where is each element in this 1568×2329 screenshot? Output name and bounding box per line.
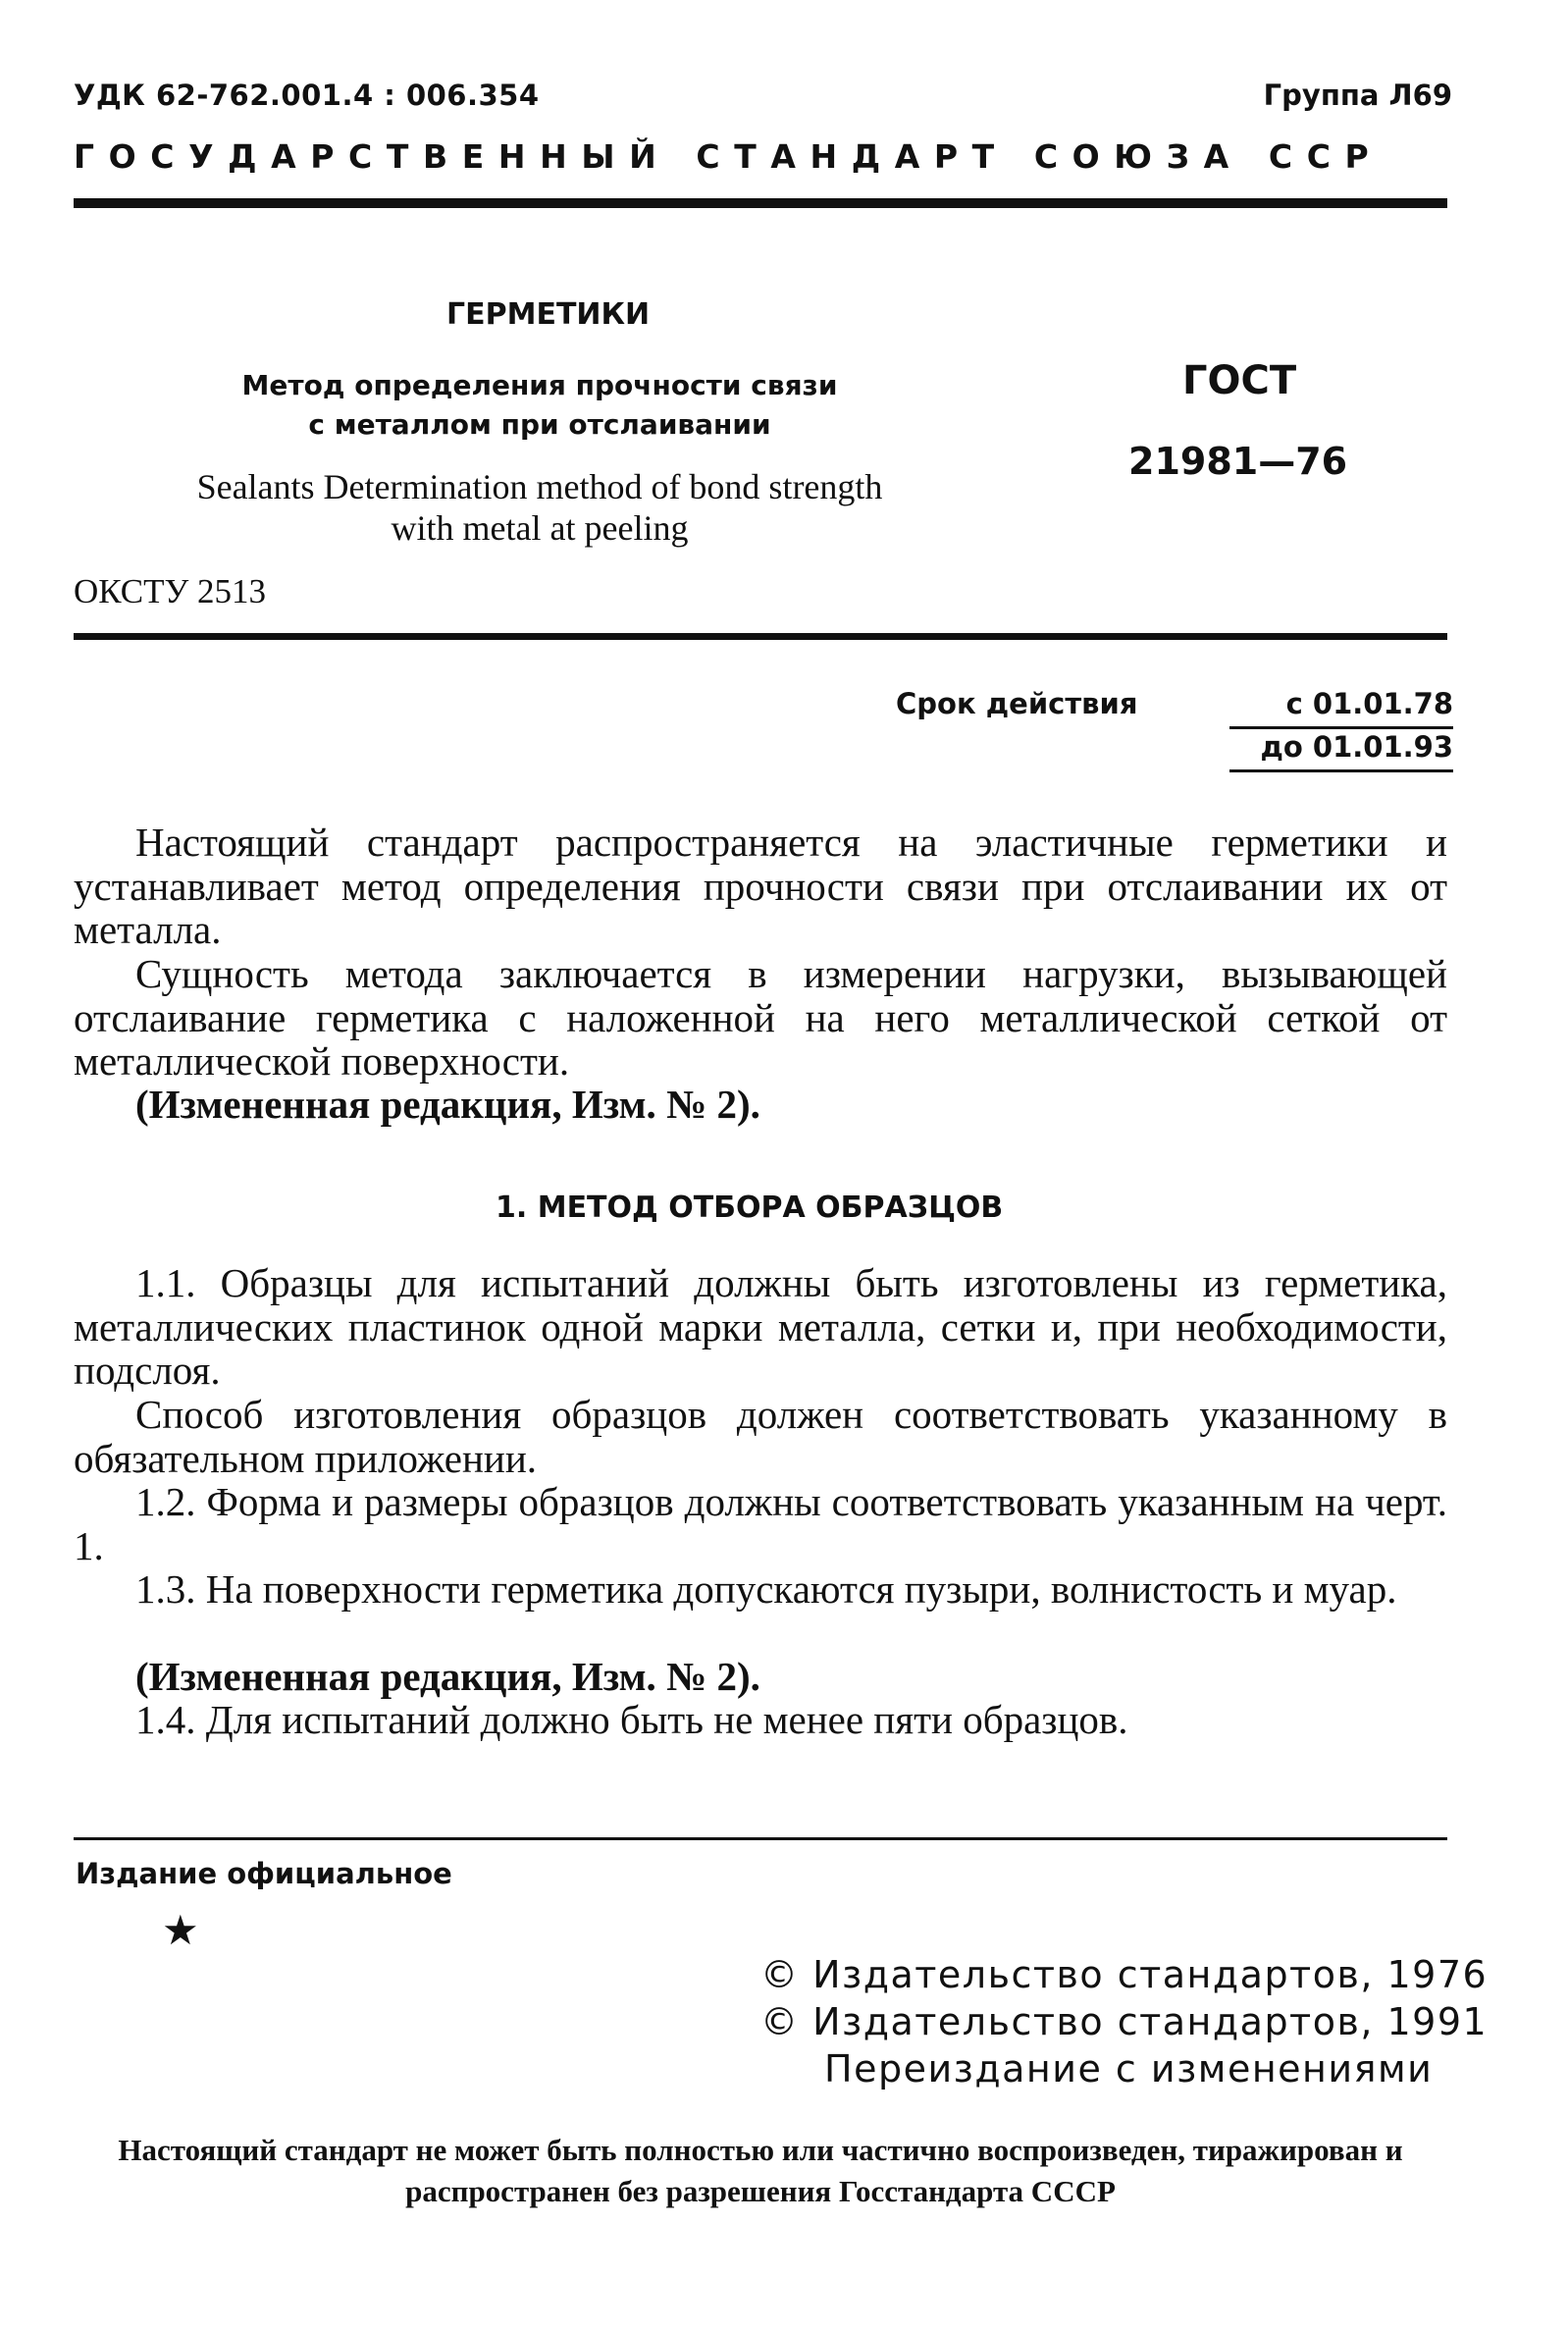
reproduction-notice: Настоящий стандарт не может быть полностью или частично воспроизведен, тиражирован и распространен без разрешения Госстандарта СССР [118, 2133, 1403, 2208]
clause-1-4: 1.4. Для испытаний должно быть не менее пяти образцов. [135, 1697, 1128, 1742]
gost-number: 21981—76 [1128, 440, 1348, 483]
english-title-line-2: with metal at peeling [391, 508, 689, 548]
validity-from: с 01.01.78 [1285, 687, 1453, 720]
subtitle-line-2: с металлом при отслаивании [308, 408, 771, 441]
validity-label: Срок действия [896, 687, 1138, 720]
clause-1-1-method: Способ изготовления образцов должен соответствовать указанному в обязательном приложении. [74, 1392, 1447, 1481]
english-title-line-1: Sealants Determination method of bond strength [196, 467, 883, 506]
reissue-note: Переиздание с изменениями [824, 2047, 1434, 2091]
clause-1-1: 1.1. Образцы для испытаний должны быть изготовлены из герметика, металлических пластинок одной марки металла, сетки и, при необходимости, подслоя. [74, 1260, 1447, 1393]
official-edition-label: Издание официальное [76, 1857, 452, 1890]
clause-1-3: 1.3. На поверхности герметика допускаются пузыри, волнистость и муар. [135, 1566, 1397, 1612]
header-rule [74, 198, 1447, 208]
subtitle-line-1: Метод определения прочности связи [241, 369, 838, 401]
document-title: ГЕРМЕТИКИ [446, 297, 651, 332]
document-subtitle [196, 366, 883, 445]
state-standard-title: ГОСУДАРСТВЕННЫЙ СТАНДАРТ СОЮЗА ССР [74, 137, 1384, 176]
english-title [137, 466, 942, 549]
validity-divider [1229, 726, 1453, 729]
clause-1-2: 1.2. Форма и размеры образцов должны соответствовать указанным на черт. 1. [74, 1479, 1447, 1568]
copyright-1991: © Издательство стандартов, 1991 [760, 2000, 1489, 2043]
udc-code: УДК 62-762.001.4 : 006.354 [74, 79, 540, 112]
footer-rule [74, 1837, 1447, 1840]
section-1-amendment-note: (Измененная редакция, Изм. № 2). [135, 1654, 760, 1699]
star-icon: ★ [162, 1906, 199, 1954]
group-code: Группа Л69 [1263, 79, 1452, 112]
copyright-1976: © Издательство стандартов, 1976 [760, 1953, 1489, 1996]
section-1-heading: 1. МЕТОД ОТБОРА ОБРАЗЦОВ [496, 1191, 1004, 1225]
intro-paragraph-2: Сущность метода заключается в измерении нагрузки, вызывающей отслаивание герметика с наложенной на него металлической сеткой от металлической поверхности. [74, 951, 1447, 1084]
validity-underline [1229, 769, 1453, 772]
intro-amendment-note: (Измененная редакция, Изм. № 2). [135, 1082, 760, 1127]
gost-label: ГОСТ [1182, 358, 1297, 403]
validity-to: до 01.01.93 [1260, 730, 1453, 764]
title-block-rule [74, 633, 1447, 640]
intro-paragraph-1: Настоящий стандарт распространяется на эластичные герметики и устанавливает метод определения прочности связи при отслаивании их от металла. [74, 820, 1447, 952]
okstu-code: ОКСТУ 2513 [74, 572, 267, 610]
